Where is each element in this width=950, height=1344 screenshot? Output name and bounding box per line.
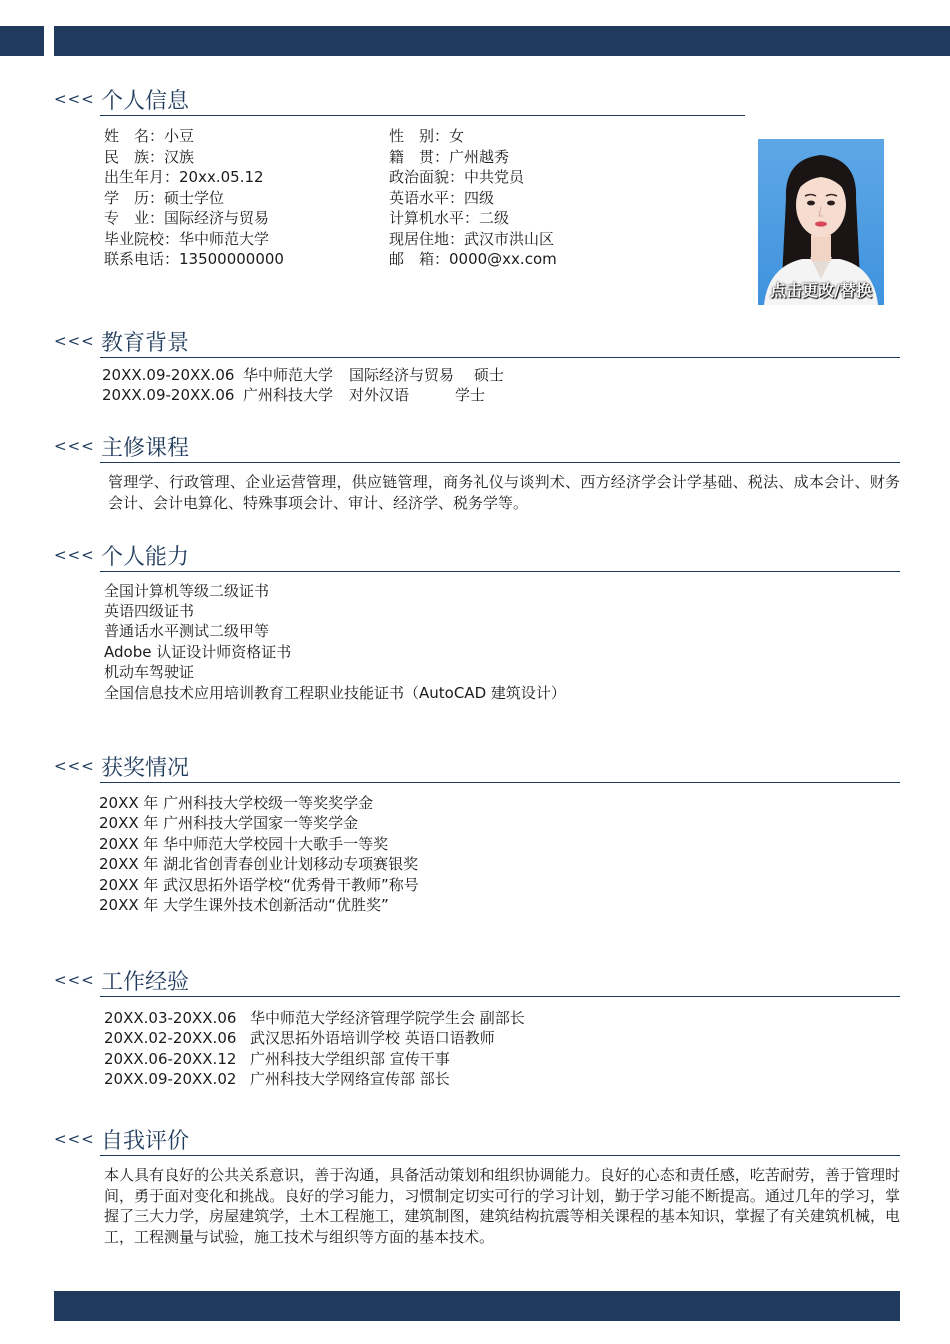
list-item: 20XX 年 广州科技大学国家一等奖学金 bbox=[99, 814, 359, 832]
list-item: 20XX 年 华中师范大学校园十大歌手一等奖 bbox=[99, 835, 389, 853]
edu-major: 国际经济与贸易 bbox=[349, 366, 455, 384]
info-gender: 性 别：女 bbox=[389, 127, 465, 145]
chevron-icon: <<< bbox=[54, 332, 95, 350]
chevron-icon: <<< bbox=[54, 90, 95, 108]
chevron-icon: <<< bbox=[54, 546, 95, 564]
work-desc: 广州科技大学网络宣传部 部长 bbox=[250, 1070, 450, 1088]
work-period: 20XX.02-20XX.06 bbox=[104, 1029, 237, 1047]
work-period: 20XX.09-20XX.02 bbox=[104, 1070, 237, 1088]
info-computer: 计算机水平：二级 bbox=[389, 209, 510, 227]
info-education: 学 历：硕士学位 bbox=[104, 189, 225, 207]
section-divider bbox=[100, 996, 900, 997]
info-hometown: 籍 贯：广州越秀 bbox=[389, 148, 510, 166]
section-title: 个人能力 bbox=[101, 545, 190, 570]
section-divider bbox=[100, 115, 745, 116]
footer-bar bbox=[54, 1291, 900, 1321]
info-address: 现居住地：武汉市洪山区 bbox=[389, 230, 555, 248]
section-divider bbox=[100, 462, 900, 463]
self-evaluation-text: 本人具有良好的公共关系意识，善于沟通，具备活动策划和组织协调能力。良好的心态和责任感，吃苦耐劳，善于管理时间，勇于面对变化和挑战。良好的学习能力，习惯制定切实可行的学习计划，勤于学习能不断提高。通过几年的学习，掌握了三大力学，房屋建筑学，土木工程施工，建筑制图，建筑结构抗震等相关课程的基本知识，掌握了有关建筑机械，电工，工程测量与试验，施工技术与组织等方面的基本技术。 bbox=[104, 1166, 900, 1246]
section-title: 教育背景 bbox=[101, 331, 190, 356]
section-title: 个人信息 bbox=[101, 89, 190, 114]
header-bar-left bbox=[0, 26, 44, 56]
edu-school: 华中师范大学 bbox=[243, 366, 334, 384]
work-desc: 华中师范大学经济管理学院学生会 副部长 bbox=[250, 1009, 525, 1027]
info-ethnicity: 民 族：汉族 bbox=[104, 148, 195, 166]
work-period: 20XX.03-20XX.06 bbox=[104, 1009, 237, 1027]
list-item: 20XX 年 湖北省创青春创业计划移动专项赛银奖 bbox=[99, 855, 419, 873]
photo-caption[interactable]: 点击更改/替换 bbox=[770, 281, 872, 300]
chevron-icon: <<< bbox=[54, 1130, 95, 1148]
list-item: 全国计算机等级二级证书 bbox=[104, 582, 270, 600]
section-self-header bbox=[54, 1124, 904, 1158]
list-item: 英语四级证书 bbox=[104, 602, 195, 620]
list-item: 20XX 年 广州科技大学校级一等奖奖学金 bbox=[99, 794, 374, 812]
work-period: 20XX.06-20XX.12 bbox=[104, 1050, 237, 1068]
info-political: 政治面貌：中共党员 bbox=[389, 168, 525, 186]
header-bar-right bbox=[54, 26, 950, 56]
info-name: 姓 名：小豆 bbox=[104, 127, 195, 145]
chevron-icon: <<< bbox=[54, 757, 95, 775]
chevron-icon: <<< bbox=[54, 971, 95, 989]
section-personal-header bbox=[54, 84, 754, 118]
edu-period: 20XX.09-20XX.06 bbox=[102, 386, 235, 404]
section-divider bbox=[100, 782, 900, 783]
list-item: 机动车驾驶证 bbox=[104, 663, 195, 681]
section-awards-header bbox=[54, 751, 904, 785]
list-item: 全国信息技术应用培训教育工程职业技能证书（AutoCAD 建筑设计） bbox=[104, 684, 566, 702]
work-desc: 广州科技大学组织部 宣传干事 bbox=[250, 1050, 450, 1068]
edu-degree: 学士 bbox=[455, 386, 486, 404]
edu-major: 对外汉语 bbox=[349, 386, 410, 404]
info-school: 毕业院校：华中师范大学 bbox=[104, 230, 270, 248]
section-title: 工作经验 bbox=[101, 970, 190, 995]
portrait-photo[interactable] bbox=[758, 139, 884, 305]
section-title: 主修课程 bbox=[101, 436, 190, 461]
edu-degree: 硕士 bbox=[474, 366, 505, 384]
info-major: 专 业：国际经济与贸易 bbox=[104, 209, 270, 227]
section-courses-header bbox=[54, 431, 904, 465]
section-skills-header bbox=[54, 540, 904, 574]
info-email: 邮 箱：0000@xx.com bbox=[389, 250, 557, 268]
courses-text: 管理学、行政管理、企业运营管理，供应链管理，商务礼仪与谈判术、西方经济学会计学基础、税法、成本会计、财务会计、会计电算化、特殊事项会计、审计、经济学、税务学等。 bbox=[108, 473, 900, 512]
work-desc: 武汉思拓外语培训学校 英语口语教师 bbox=[250, 1029, 495, 1047]
section-divider bbox=[100, 571, 900, 572]
section-title: 获奖情况 bbox=[101, 756, 190, 781]
section-divider bbox=[100, 1155, 900, 1156]
info-phone: 联系电话：13500000000 bbox=[104, 250, 284, 268]
list-item: 20XX 年 武汉思拓外语学校“优秀骨干教师”称号 bbox=[99, 876, 419, 894]
list-item: 普通话水平测试二级甲等 bbox=[104, 622, 270, 640]
list-item: Adobe 认证设计师资格证书 bbox=[104, 643, 292, 661]
edu-school: 广州科技大学 bbox=[243, 386, 334, 404]
info-english: 英语水平：四级 bbox=[389, 189, 495, 207]
chevron-icon: <<< bbox=[54, 437, 95, 455]
section-divider bbox=[100, 357, 900, 358]
section-title: 自我评价 bbox=[101, 1129, 190, 1154]
info-birth: 出生年月：20xx.05.12 bbox=[104, 168, 264, 186]
section-work-header bbox=[54, 965, 904, 999]
section-education-header bbox=[54, 326, 904, 360]
edu-period: 20XX.09-20XX.06 bbox=[102, 366, 235, 384]
list-item: 20XX 年 大学生课外技术创新活动“优胜奖” bbox=[99, 896, 389, 914]
